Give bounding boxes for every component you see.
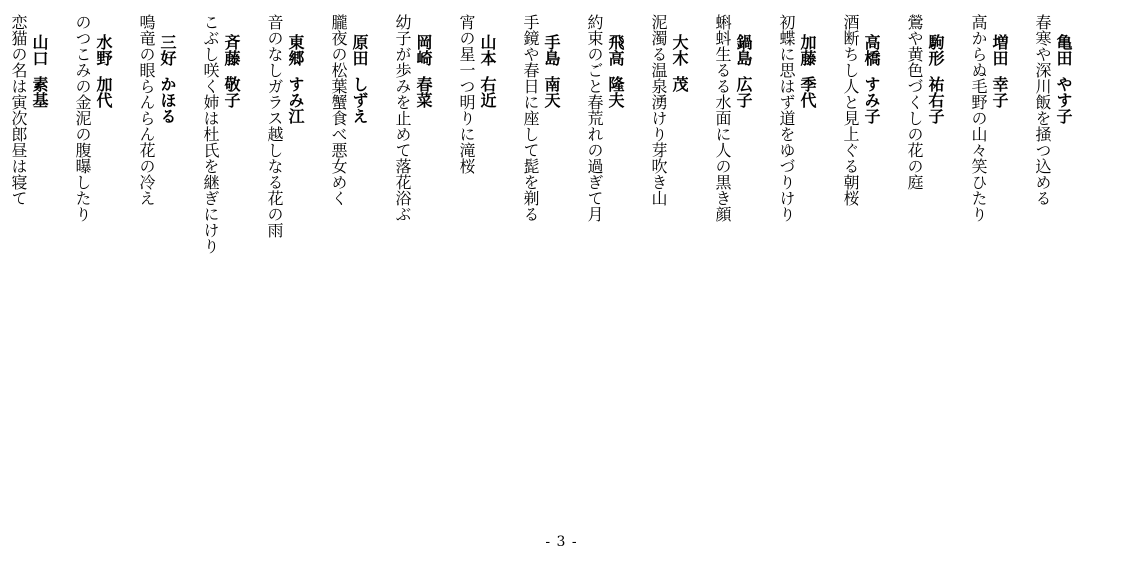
author-given-name: 素基 — [30, 76, 49, 108]
author-given-name: かほる — [158, 76, 177, 124]
haiku-verse: 恋猫の名は寅次郎昼は寝て — [9, 14, 28, 206]
haiku-author — [413, 14, 433, 222]
author-given-name: 祐右子 — [926, 76, 945, 124]
haiku-author — [733, 14, 753, 222]
haiku-entry — [136, 14, 177, 206]
haiku-author — [477, 14, 497, 174]
haiku-verse: 蝌蚪生るる水面に人の黒き顔 — [713, 14, 732, 222]
author-given-name: すみ子 — [862, 76, 881, 124]
author-given-name: 南天 — [542, 76, 561, 108]
author-surname: 水野 — [94, 34, 113, 66]
page-number: - 3 - — [545, 534, 578, 550]
haiku-verse: こぶし咲く姉は杜氏を継ぎにけり — [201, 14, 220, 254]
haiku-author — [93, 14, 113, 222]
haiku-entry — [520, 14, 561, 222]
haiku-author — [925, 14, 945, 190]
author-given-name: 春菜 — [414, 76, 433, 108]
author-given-name: しずえ — [350, 76, 369, 124]
haiku-author — [861, 14, 881, 206]
author-surname: 東郷 — [286, 34, 305, 66]
haiku-author — [605, 14, 625, 222]
author-surname: 増田 — [990, 34, 1009, 66]
haiku-verse: 幼子が歩みを止めて落花浴ぶ — [393, 14, 412, 222]
haiku-verse: 鶯や黄色づくしの花の庭 — [905, 14, 924, 190]
author-surname: 加藤 — [798, 34, 817, 66]
haiku-entry — [72, 14, 113, 222]
haiku-verse: 約束のごと春荒れの過ぎて月 — [585, 14, 604, 222]
haiku-verse: 初蝶に思はず道をゆづりけり — [777, 14, 796, 222]
author-surname: 原田 — [350, 34, 369, 66]
author-given-name: すみ江 — [286, 76, 305, 124]
haiku-entry — [8, 14, 49, 206]
haiku-author — [989, 14, 1009, 222]
author-surname: 鍋島 — [734, 34, 753, 66]
haiku-entry — [840, 14, 881, 206]
haiku-entry — [648, 14, 689, 206]
haiku-verse: 酒断ちし人と見上ぐる朝桜 — [841, 14, 860, 206]
author-given-name: 幸子 — [990, 76, 1009, 108]
haiku-author — [285, 14, 305, 238]
haiku-verse: 朧夜の松葉蟹食べ悪女めく — [329, 14, 348, 206]
haiku-verse: 音のなしガラス越しなる花の雨 — [265, 14, 284, 238]
author-surname: 高橋 — [862, 34, 881, 66]
haiku-entry — [264, 14, 305, 238]
author-given-name: 広子 — [734, 76, 753, 108]
author-surname: 駒形 — [926, 34, 945, 66]
haiku-author — [1053, 14, 1073, 206]
haiku-author — [541, 14, 561, 222]
author-given-name: 茂 — [670, 76, 689, 92]
haiku-author — [349, 14, 369, 206]
haiku-verse: のつこみの金泥の腹曝したり — [73, 14, 92, 222]
haiku-verse: 鳴竜の眼らんらん花の冷え — [137, 14, 156, 206]
haiku-author — [157, 14, 177, 206]
author-surname: 飛高 — [606, 34, 625, 66]
haiku-verse: 春寒や深川飯を掻つ込める — [1033, 14, 1052, 206]
author-given-name: 季代 — [798, 76, 817, 108]
haiku-entry — [776, 14, 817, 222]
haiku-list — [0, 14, 1073, 484]
haiku-verse: 手鏡や春日に座して髭を剃る — [521, 14, 540, 222]
author-given-name: 敬子 — [222, 76, 241, 108]
author-surname: 亀田 — [1054, 34, 1073, 66]
author-given-name: 隆夫 — [606, 76, 625, 108]
author-surname: 三好 — [158, 34, 177, 66]
author-given-name: 加代 — [94, 76, 113, 108]
haiku-author — [221, 14, 241, 254]
author-surname: 山口 — [30, 34, 49, 66]
haiku-author — [797, 14, 817, 222]
haiku-entry — [200, 14, 241, 254]
author-surname: 斉藤 — [222, 34, 241, 66]
haiku-entry — [584, 14, 625, 222]
haiku-entry — [968, 14, 1009, 222]
author-given-name: やす子 — [1054, 76, 1073, 124]
haiku-entry — [904, 14, 945, 190]
haiku-verse: 泥濁る温泉湧けり芽吹き山 — [649, 14, 668, 206]
haiku-verse: 高からぬ毛野の山々笑ひたり — [969, 14, 988, 222]
author-given-name: 右近 — [478, 76, 497, 108]
author-surname: 山本 — [478, 34, 497, 66]
haiku-author — [29, 14, 49, 206]
haiku-verse: 宵の星一つ明りに滝桜 — [457, 14, 476, 174]
haiku-entry — [712, 14, 753, 222]
haiku-entry — [456, 14, 497, 174]
haiku-entry — [392, 14, 433, 222]
haiku-author — [669, 14, 689, 206]
haiku-entry — [328, 14, 369, 206]
author-surname: 岡崎 — [414, 34, 433, 66]
author-surname: 手島 — [542, 34, 561, 66]
haiku-entry — [1032, 14, 1073, 206]
author-surname: 大木 — [670, 34, 689, 66]
